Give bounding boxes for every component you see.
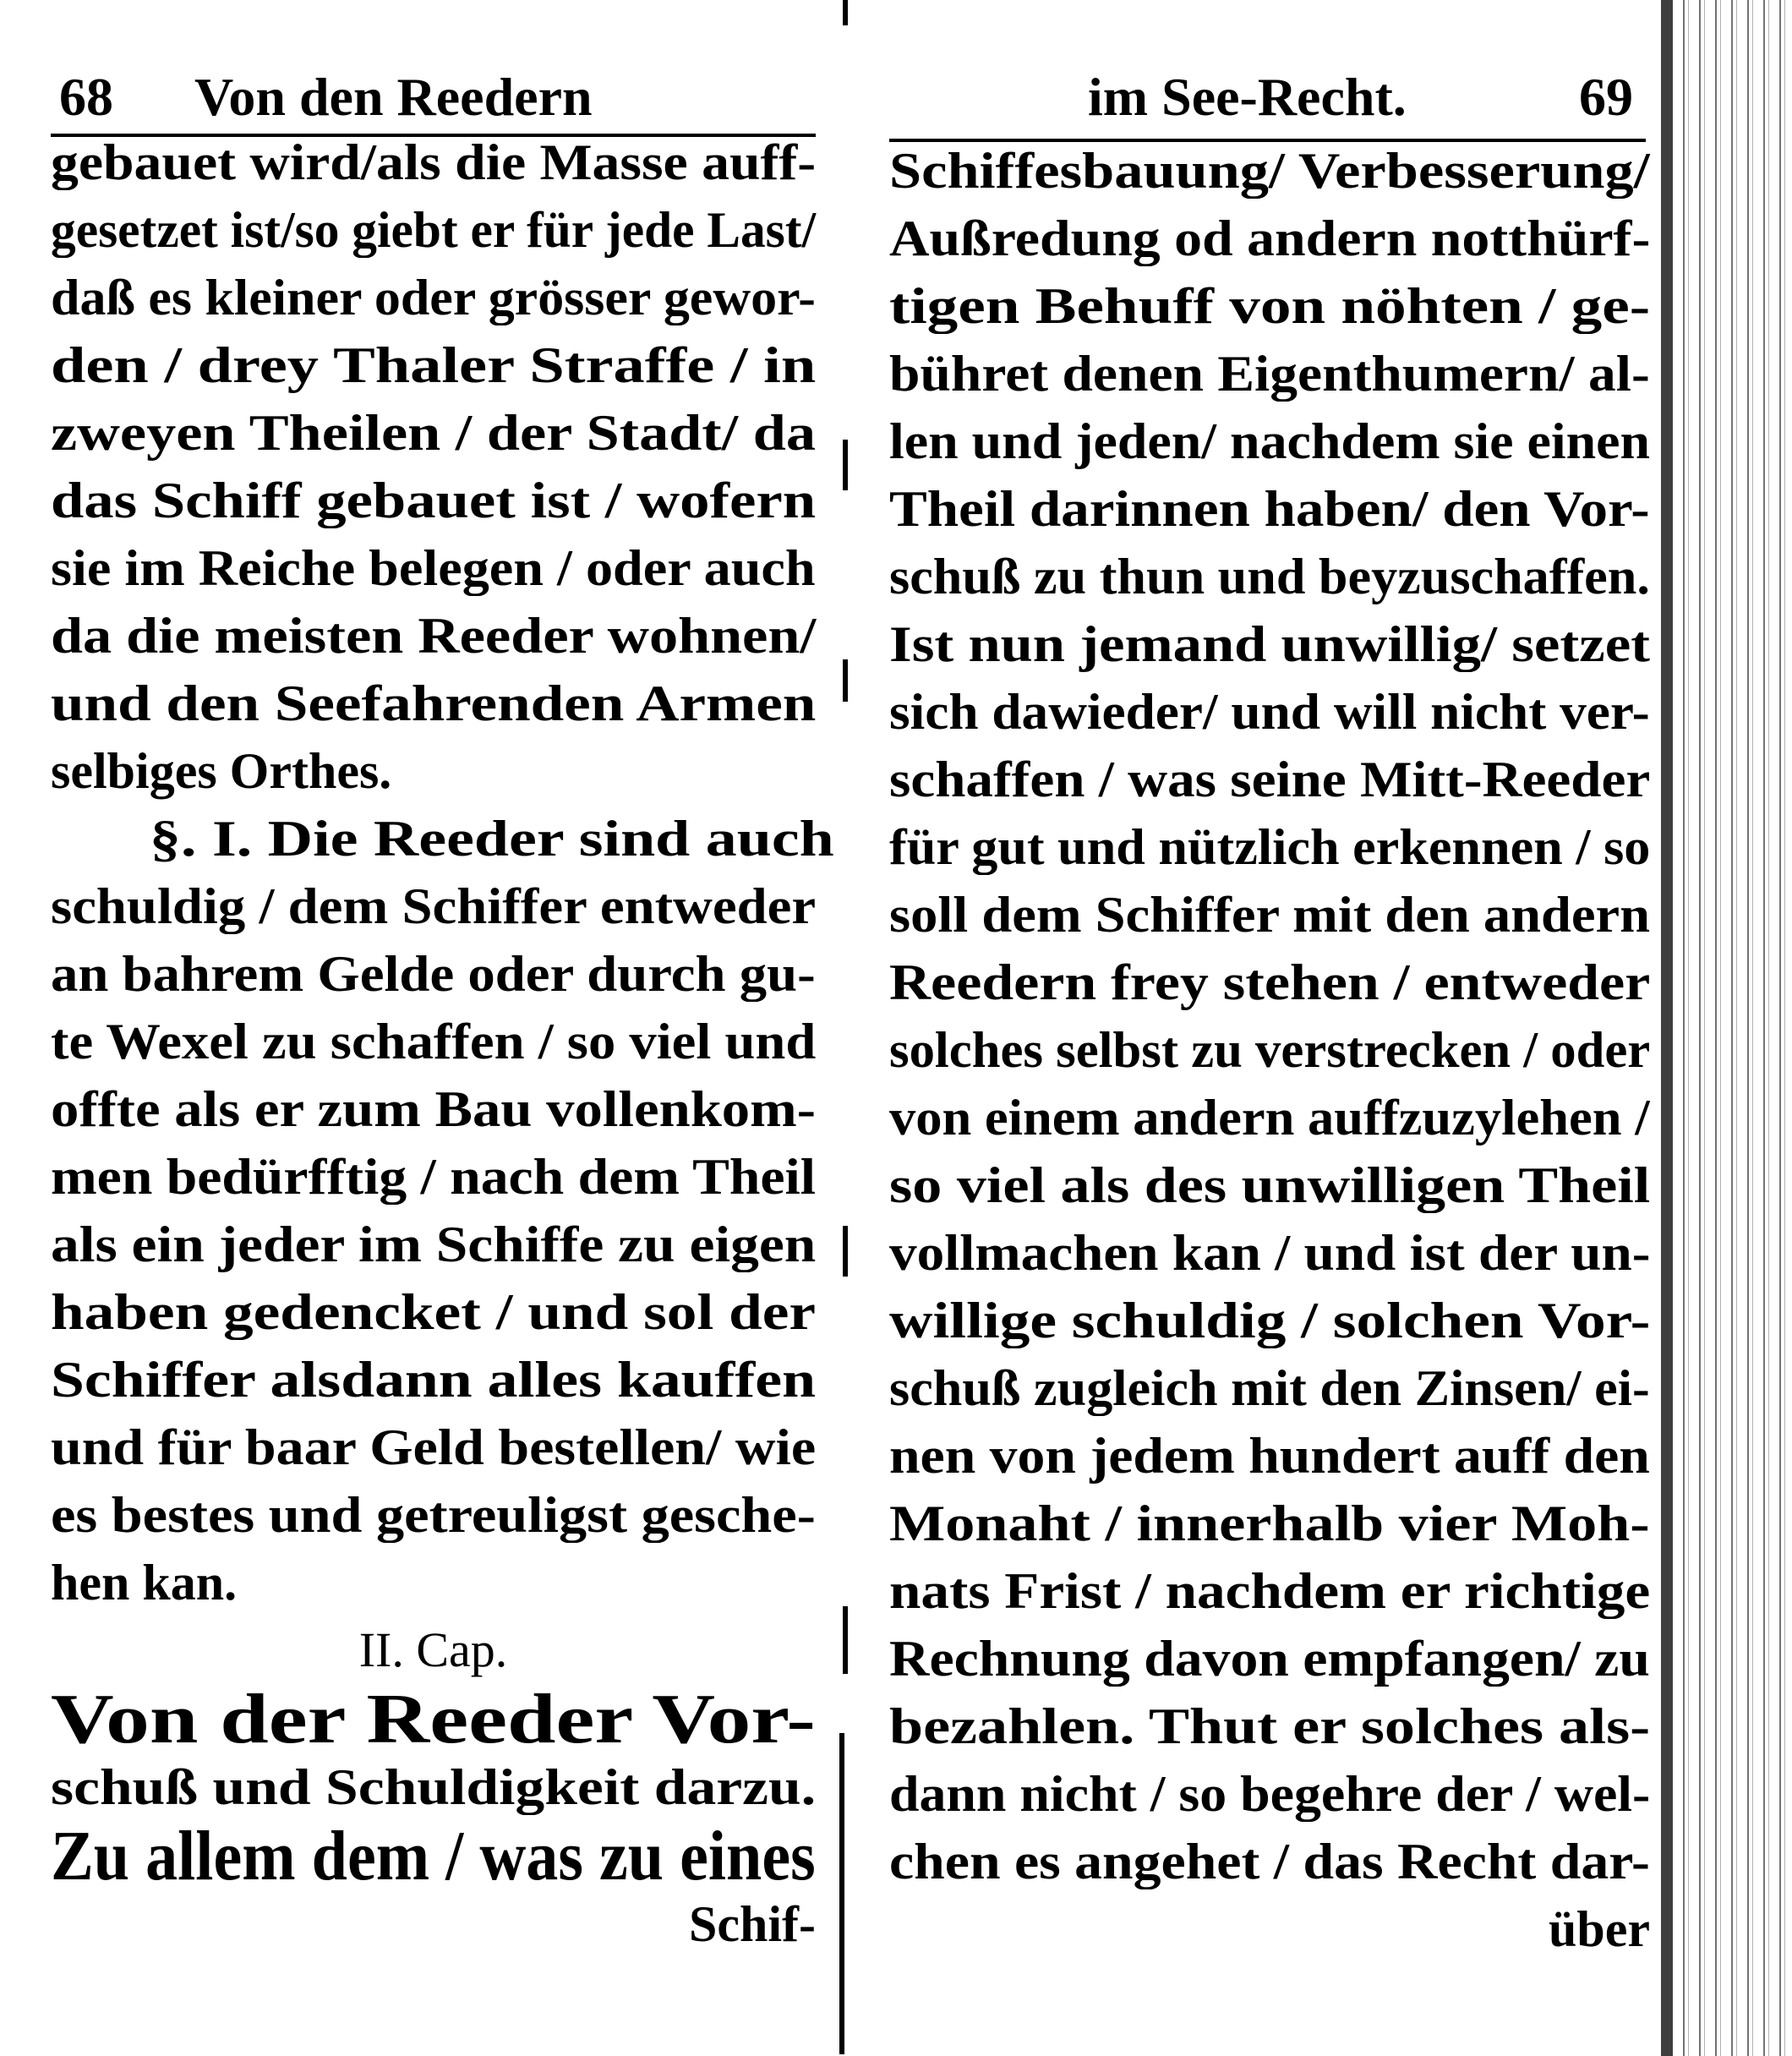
page-number: 69 (1579, 67, 1633, 127)
text-line: selbiges Orthes. (51, 743, 392, 799)
text-line: schuß zugleich mit den Zinsen/ ei- (889, 1360, 1650, 1416)
text-line: und für baar Geld bestellen/ wie (51, 1419, 817, 1475)
running-head (51, 59, 816, 135)
body-text (51, 128, 834, 1958)
text-line: es bestes und getreuligst gesche- (51, 1487, 816, 1543)
text-line: sich dawieder/ und will nicht ver- (889, 684, 1650, 740)
text-line: schaffen / was seine Mitt-Reeder (889, 752, 1651, 807)
text-line: als ein jeder im Schiffe zu eigen (51, 1217, 817, 1272)
text-line: chen es angehet / das Recht dar- (889, 1834, 1650, 1889)
text-line: men bedürfftig / nach dem Theil (51, 1149, 817, 1205)
text-line: Von der Reeder Vor- (51, 1680, 816, 1758)
text-line: haben gedencket / und sol der (51, 1284, 816, 1340)
text-line: Rechnung davon empfangen/ zu (889, 1631, 1650, 1687)
left-page (51, 0, 834, 2056)
body-text (889, 137, 1650, 1963)
text-line: schuß und Schuldigkeit darzu. (51, 1759, 817, 1815)
text-line: len und jeden/ nachdem sie einen (889, 413, 1651, 469)
text-line: so viel als des unwilligen Theil (889, 1157, 1651, 1213)
text-line: von einem andern auffzuzylehen / (889, 1090, 1650, 1146)
running-head-title: Von den Reedern (194, 67, 593, 127)
text-line: den / drey Thaler Straffe / in (51, 337, 817, 393)
page-number: 68 (59, 67, 113, 127)
text-line: §. I. Die Reeder sind auch (150, 811, 834, 867)
text-line: sie im Reiche belegen / oder auch (51, 540, 816, 596)
text-line: zweyen Theilen / der Stadt/ da (51, 405, 816, 461)
running-head (889, 59, 1650, 135)
text-line: tigen Behuff von nöhten / ge- (889, 278, 1651, 334)
page-edge-stack (1661, 0, 1792, 2056)
text-line: hen kan. (51, 1555, 238, 1610)
text-line: bühret denen Eigenthumern/ al- (889, 346, 1650, 402)
text-line: schuldig / dem Schiffer entweder (51, 878, 817, 934)
text-line: an bahrem Gelde oder durch gu- (51, 946, 816, 1002)
text-line: gebauet wird/als die Masse auff- (51, 134, 817, 190)
text-line: dann nicht / so begehre der / wel- (889, 1766, 1651, 1822)
text-line: für gut und nützlich erkennen / so (889, 819, 1651, 875)
text-line: solches selbst zu verstrecken / oder (889, 1022, 1651, 1078)
text-line: offte als er zum Bau vollenkom- (51, 1081, 816, 1137)
text-line: nen von jedem hundert auff den (889, 1428, 1650, 1484)
running-head-title: im See-Recht. (1088, 67, 1407, 127)
text-line: das Schiff gebauet ist / wofern (51, 473, 817, 528)
text-line: vollmachen kan / und ist der un- (889, 1225, 1651, 1281)
text-line: Außredung od andern notthürf- (889, 211, 1651, 266)
text-line: Zu allem dem / was zu eines (51, 1817, 816, 1895)
text-line: Theil darinnen haben/ den Vor- (889, 481, 1650, 537)
text-line: te Wexel zu schaffen / so viel und (51, 1014, 817, 1069)
book-gutter (833, 0, 866, 2056)
text-line: gesetzet ist/so giebt er für jede Last/ (51, 202, 817, 258)
text-line: und den Seefahrenden Armen (51, 675, 817, 731)
right-page (889, 0, 1650, 2056)
text-line: soll dem Schiffer mit den andern (889, 887, 1651, 943)
text-line: da die meisten Reeder wohnen/ (51, 608, 817, 664)
text-line: über (1549, 1901, 1650, 1957)
text-line: Ist nun jemand unwillig/ setzet (889, 616, 1651, 672)
text-line: nats Frist / nachdem er richtige (889, 1563, 1651, 1619)
text-line: Schiffer alsdann alles kauffen (51, 1352, 817, 1408)
text-line: Reedern frey stehen / entweder (889, 954, 1651, 1010)
text-line: willige schuldig / solchen Vor- (889, 1293, 1651, 1348)
text-line: Monaht / innerhalb vier Moh- (889, 1496, 1650, 1551)
text-line: bezahlen. Thut er solches als- (889, 1698, 1651, 1754)
text-line: schuß zu thun und beyzuschaffen. (889, 549, 1650, 604)
text-line: daß es kleiner oder grösser gewor- (51, 270, 816, 325)
text-line: Schiffesbauung/ Verbesserung/ (889, 143, 1650, 199)
text-line: Schif- (689, 1896, 816, 1952)
text-line: II. Cap. (358, 1622, 508, 1677)
